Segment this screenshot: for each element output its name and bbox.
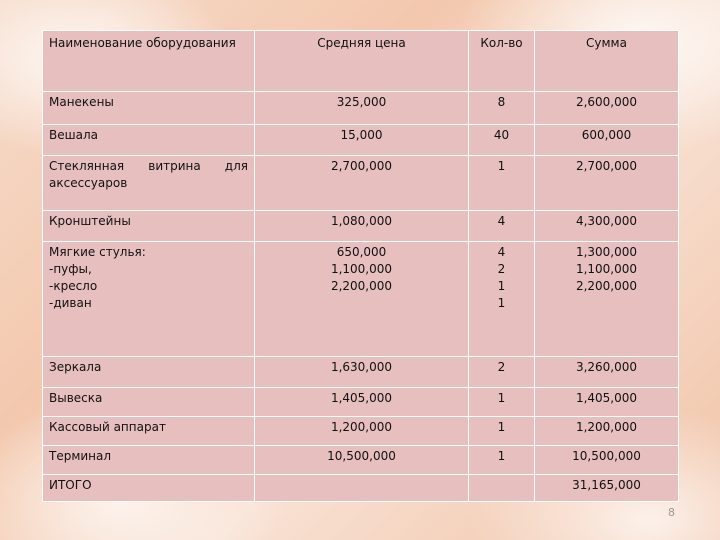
row-sum: 1,405,000 [535, 388, 679, 417]
row-sum: 2,700,000 [535, 156, 679, 211]
row-price: 1,630,000 [255, 357, 469, 388]
row-price: 650,000 1,100,000 2,200,000 [255, 242, 469, 357]
row-qty: 4 [469, 211, 535, 242]
header-price: Средняя цена [255, 31, 469, 92]
row-qty: 40 [469, 125, 535, 156]
row-qty: 2 [469, 357, 535, 388]
row-sum: 1,200,000 [535, 417, 679, 446]
table-row [43, 92, 679, 125]
table-row [43, 417, 679, 446]
row-price: 1,405,000 [255, 388, 469, 417]
row-sum: 10,500,000 [535, 446, 679, 475]
row-qty: 1 [469, 446, 535, 475]
total-sum: 31,165,000 [535, 475, 679, 502]
row-price: 10,500,000 [255, 446, 469, 475]
row-name: Стеклянная витрина для аксессуаров [43, 156, 255, 211]
header-qty: Кол-во [469, 31, 535, 92]
row-name: Кассовый аппарат [43, 417, 255, 446]
row-qty: 1 [469, 417, 535, 446]
table-row [43, 242, 679, 357]
equipment-table [42, 30, 679, 502]
table-row [43, 211, 679, 242]
table-row [43, 156, 679, 211]
table-row [43, 388, 679, 417]
table-row [43, 446, 679, 475]
row-name: Мягкие стулья: -пуфы, -кресло -диван [43, 242, 255, 357]
row-sum: 1,300,000 1,100,000 2,200,000 [535, 242, 679, 357]
table-row [43, 357, 679, 388]
total-qty-empty [469, 475, 535, 502]
total-price-empty [255, 475, 469, 502]
table-row [43, 125, 679, 156]
row-name: Кронштейны [43, 211, 255, 242]
table-header-row [43, 31, 679, 92]
row-sum: 2,600,000 [535, 92, 679, 125]
row-name: Терминал [43, 446, 255, 475]
page-number: 8 [668, 506, 675, 519]
row-qty: 4 2 1 1 [469, 242, 535, 357]
row-sum: 600,000 [535, 125, 679, 156]
total-row [43, 475, 679, 502]
row-price: 325,000 [255, 92, 469, 125]
row-qty: 1 [469, 388, 535, 417]
row-qty: 1 [469, 156, 535, 211]
row-sum: 4,300,000 [535, 211, 679, 242]
row-name: Вывеска [43, 388, 255, 417]
header-sum: Сумма [535, 31, 679, 92]
row-name: Вешала [43, 125, 255, 156]
row-name: Зеркала [43, 357, 255, 388]
row-price: 1,200,000 [255, 417, 469, 446]
total-label: ИТОГО [43, 475, 255, 502]
row-price: 1,080,000 [255, 211, 469, 242]
row-price: 15,000 [255, 125, 469, 156]
row-price: 2,700,000 [255, 156, 469, 211]
row-sum: 3,260,000 [535, 357, 679, 388]
row-name: Манекены [43, 92, 255, 125]
header-name: Наименование оборудования [43, 31, 255, 92]
row-qty: 8 [469, 92, 535, 125]
